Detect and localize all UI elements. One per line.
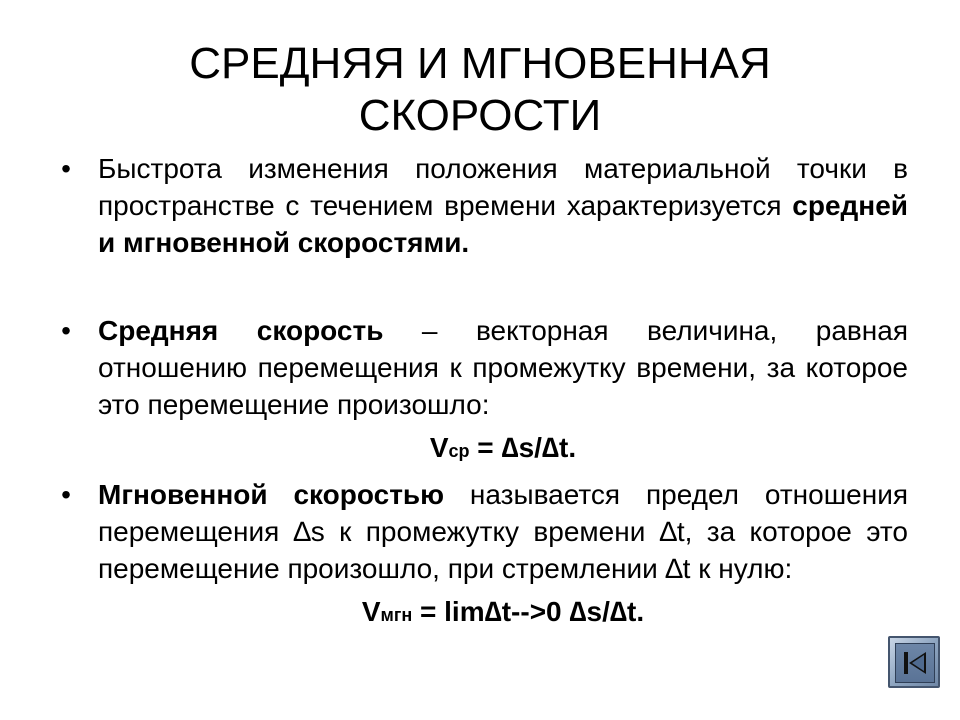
bullet-plain-text: – векторная величина, равная отношению перемещения к промежутку времени, за которое это перемещение произошло: bbox=[98, 315, 908, 420]
first-slide-icon bbox=[895, 643, 935, 683]
formula-subscript: ср bbox=[448, 441, 470, 461]
formula-symbol: V bbox=[361, 596, 381, 627]
bullet-list bbox=[56, 150, 908, 640]
bullet-bold-text: Средняя скорость bbox=[98, 315, 384, 346]
bullet-marker: • bbox=[61, 153, 71, 184]
bullet-plain-text: называется предел отношения перемещения ∆s к промежутку времени ∆t, за которое это перемещение произошло, при стремлении ∆t к нулю: bbox=[98, 479, 908, 584]
bullet-text bbox=[98, 150, 908, 261]
formula-average-speed bbox=[56, 429, 908, 470]
formula-body: = ∆s/∆t. bbox=[469, 432, 577, 463]
bullet-item bbox=[56, 476, 908, 587]
bullet-marker: • bbox=[61, 315, 71, 346]
bullet-text bbox=[98, 476, 908, 587]
bullet-text bbox=[98, 312, 908, 423]
bullet-item bbox=[56, 150, 908, 261]
bullet-bold-text: Мгновенной скоростью bbox=[98, 479, 445, 510]
bullet-marker: • bbox=[61, 479, 71, 510]
bullet-plain-text: Быстрота изменения положения материальной точки в пространстве с течением времени характеризуется bbox=[98, 153, 908, 221]
bullet-bold-text: средней и мгновенной скоростями. bbox=[98, 190, 908, 258]
bullet-item bbox=[56, 312, 908, 423]
formula-instant-speed bbox=[56, 593, 908, 634]
first-slide-button[interactable] bbox=[888, 636, 940, 688]
formula-subscript: мгн bbox=[380, 605, 413, 625]
formula-symbol: V bbox=[429, 432, 449, 463]
slide-title: СРЕДНЯЯ И МГНОВЕННАЯ СКОРОСТИ bbox=[189, 39, 771, 140]
formula-body: = lim∆t-->0 ∆s/∆t. bbox=[412, 596, 645, 627]
